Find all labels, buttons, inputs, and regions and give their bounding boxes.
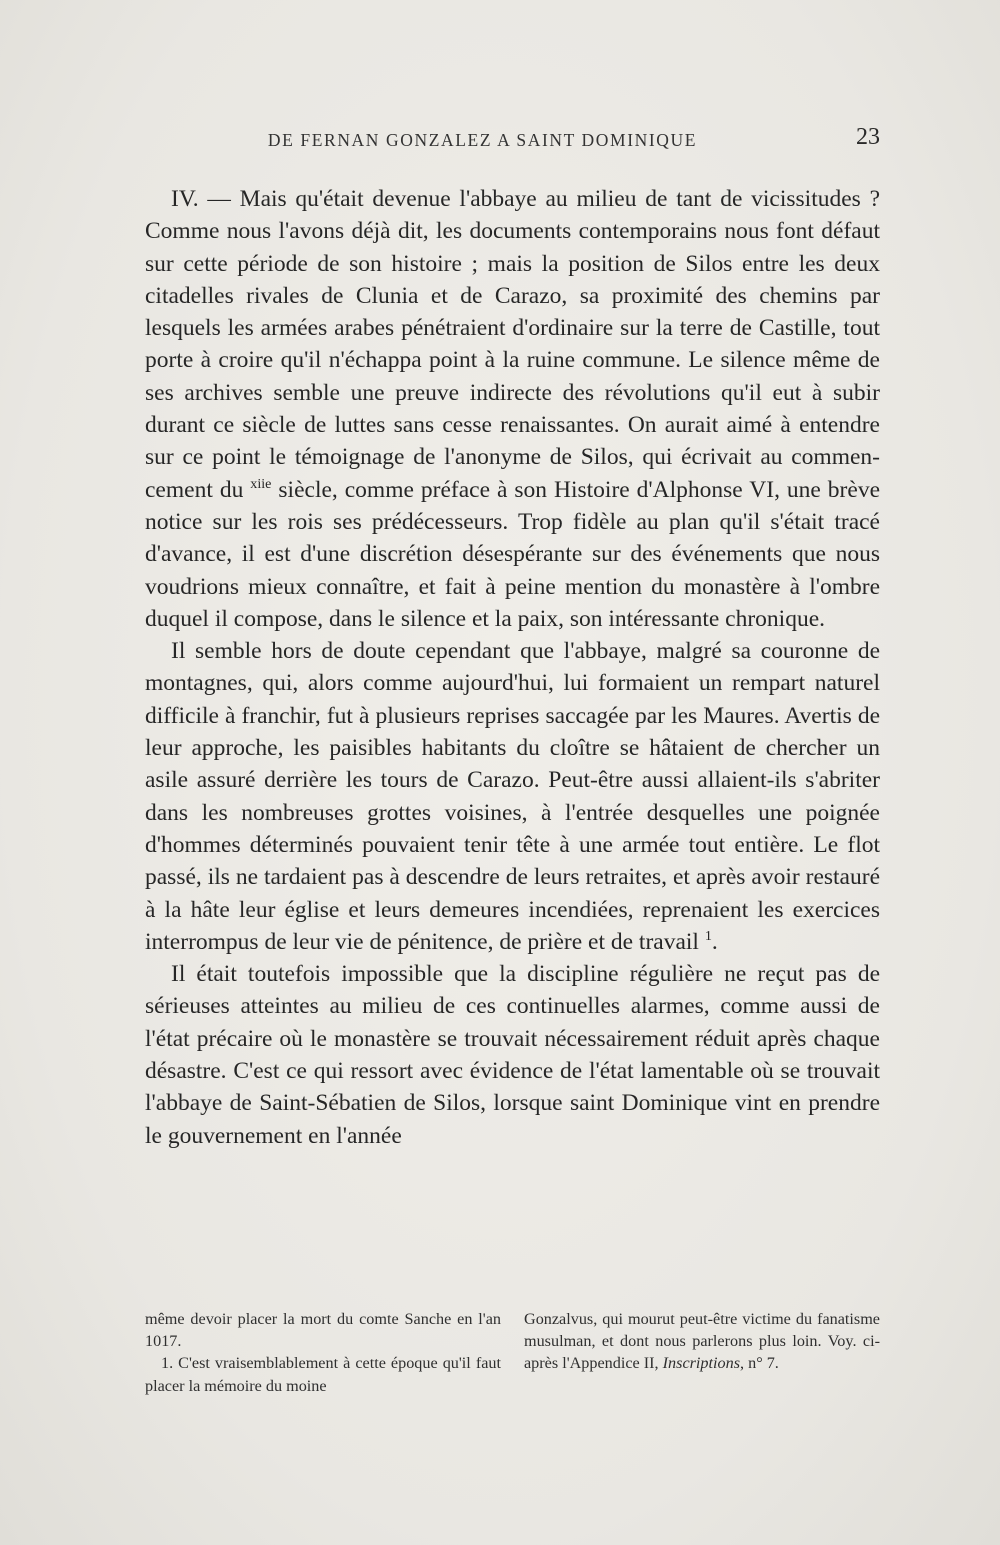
footnote-reference-1: 1 xyxy=(704,928,712,944)
paragraph-1-text-continued: siècle, comme préface à son Histoire d'Alphonse VI, une brève notice sur les rois ses prédécesseurs. Trop fidèle au plan qu'il s'était tracé d'avance, il est d'une discrétion désespérante sur des événements que nous voudrions mieux connaître, et fait à peine mention du monastère à l'ombre duquel il compose, dans le silence et la paix, son intéressante chronique. xyxy=(145,476,880,632)
paragraph-3-text: Il était toutefois impossible que la discipline régulière ne reçut pas de sérieuses atteintes au milieu de ces continuelles alarmes, comme aussi de l'état précaire où le monastère se trouvait nécessairement réduit après chaque désastre. C'est ce qui ressort avec évidence de l'état lamentable où se trouvait l'abbaye de Saint-Sébatien de Silos, lorsque saint Dominique vint en prendre le gouvernement en l'année xyxy=(145,961,880,1149)
footnotes xyxy=(145,1308,880,1397)
footnote-continuation: même devoir placer la mort du comte Sanche en l'an 1017. xyxy=(145,1310,501,1351)
paragraph-1 xyxy=(145,183,880,635)
footnote-1-italic: Inscriptions xyxy=(662,1354,740,1373)
paragraph-2-text-end: . xyxy=(711,928,718,955)
footnotes-right-column xyxy=(524,1308,880,1397)
paragraph-1-superscript: xiie xyxy=(250,475,272,492)
paragraph-2-text: Il semble hors de doute cependant que l'abbaye, malgré sa couronne de montagnes, qui, alors comme aujourd'hui, lui formaient un rempart naturel difficile à franchir, fut à plusieurs reprises saccagée par les Maures. Avertis de leur approche, les paisibles habitants du cloître se hâtaient de chercher un asile assuré derrière les tours de Carazo. Peut-être aussi allaient-ils s'abriter dans les nombreuses grottes voisines, à l'entrée desquelles une poignée d'hommes déterminés pouvaient tenir tête à une armée tout entière. Le flot passé, ils ne tardaient pas à descendre de leurs retraites, et après avoir restauré à la hâte leur église et leurs demeures incendiées, reprenaient les exercices interrompus de leur vie de pénitence, de prière et de travail xyxy=(145,638,880,955)
footnotes-left-column xyxy=(145,1308,501,1397)
paragraph-1-text: IV. — Mais qu'était devenue l'abbaye au milieu de tant de vicissitudes ? Comme nous l'avons déjà dit, les documents contemporains nous font défaut sur cette période de son histoire ; mais la position de Silos entre les deux citadelles rivales de Clunia et de Carazo, sa proximité des chemins par lesquels les armées arabes pénétraient d'ordinaire sur la terre de Castille, tout porte à croire qu'il n'échappa point à la ruine commune. Le silence même de ses archives semble une preuve indirecte des révolutions qu'il eut à subir durant ce siècle de luttes sans cesse renaissantes. On aurait aimé à entendre sur ce point le témoignage de l'anonyme de Silos, qui écrivait au commencement du xyxy=(145,186,880,503)
footnote-1: 1. C'est vraisemblablement à cette époque qu'il faut placer la mémoire du moine xyxy=(145,1354,501,1395)
page-number: 23 xyxy=(856,124,880,150)
running-title: DE FERNAN GONZALEZ A SAINT DOMINIQUE xyxy=(267,130,698,150)
footnote-1-continued xyxy=(524,1308,880,1375)
paragraph-3 xyxy=(145,958,880,1152)
page-header xyxy=(145,124,880,164)
footnote-1-text: Gonzalvus, qui mourut peut-être victime du fanatisme musulman, et dont nous parlerons plus loin. Voy. ci-après l'Appendice II, xyxy=(524,1310,880,1373)
paragraph-2 xyxy=(145,635,880,958)
footnote-1-end: , n° 7. xyxy=(740,1354,779,1373)
main-text xyxy=(145,183,880,1152)
